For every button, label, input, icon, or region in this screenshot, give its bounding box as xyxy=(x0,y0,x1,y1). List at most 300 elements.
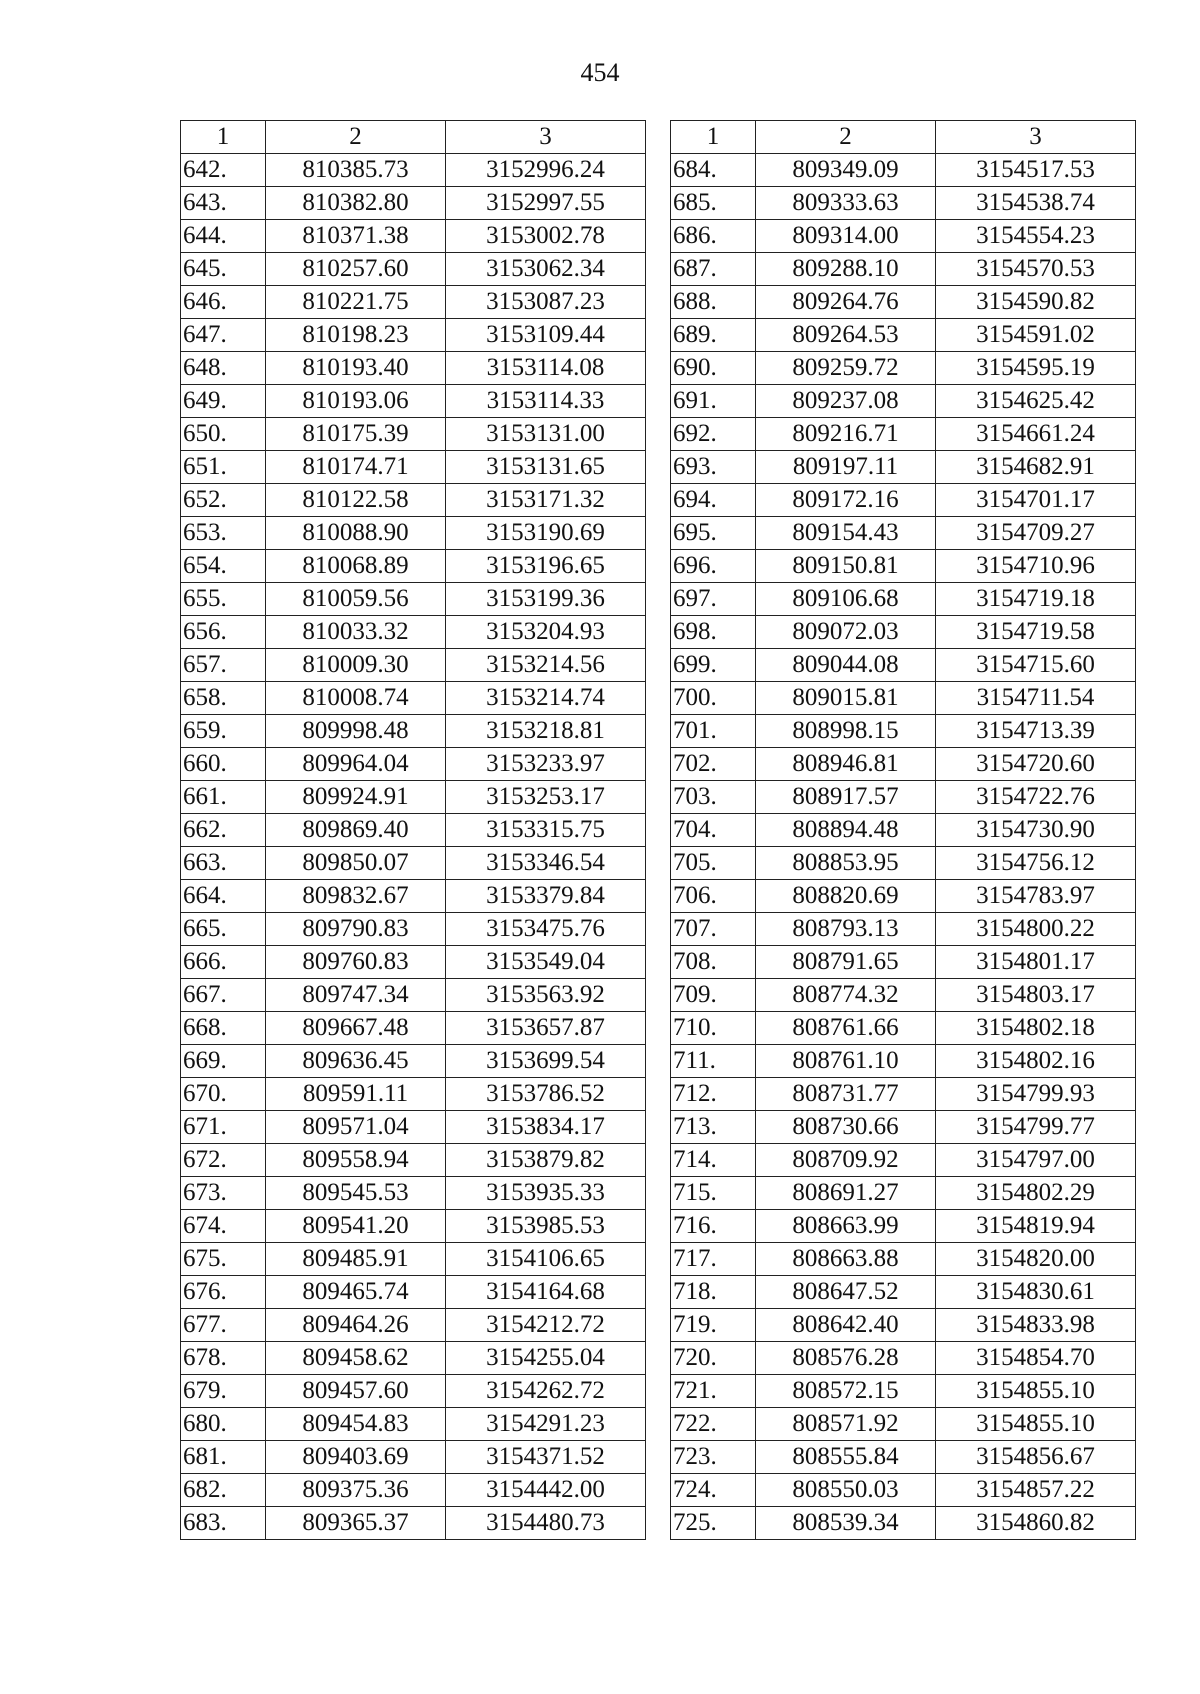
table-row xyxy=(181,781,646,814)
table-row xyxy=(671,484,1136,517)
x-coordinate-cell: 810221.75 xyxy=(266,286,446,319)
x-coordinate-cell: 810382.80 xyxy=(266,187,446,220)
point-number-cell: 648. xyxy=(181,352,266,385)
point-number-cell: 718. xyxy=(671,1276,756,1309)
y-coordinate-cell: 3153087.23 xyxy=(446,286,646,319)
y-coordinate-cell: 3154719.58 xyxy=(936,616,1136,649)
table-row xyxy=(671,1441,1136,1474)
x-coordinate-cell: 809558.94 xyxy=(266,1144,446,1177)
point-number-cell: 710. xyxy=(671,1012,756,1045)
y-coordinate-cell: 3153214.74 xyxy=(446,682,646,715)
x-coordinate-cell: 809237.08 xyxy=(756,385,936,418)
table-row xyxy=(181,913,646,946)
point-number-cell: 695. xyxy=(671,517,756,550)
table-row xyxy=(181,385,646,418)
x-coordinate-cell: 810198.23 xyxy=(266,319,446,352)
x-coordinate-cell: 808691.27 xyxy=(756,1177,936,1210)
table-row xyxy=(671,286,1136,319)
y-coordinate-cell: 3154164.68 xyxy=(446,1276,646,1309)
table-row xyxy=(671,847,1136,880)
y-coordinate-cell: 3154857.22 xyxy=(936,1474,1136,1507)
y-coordinate-cell: 3154833.98 xyxy=(936,1309,1136,1342)
table-header-row xyxy=(181,121,646,154)
point-number-cell: 717. xyxy=(671,1243,756,1276)
y-coordinate-cell: 3154590.82 xyxy=(936,286,1136,319)
table-row xyxy=(671,880,1136,913)
point-number-cell: 701. xyxy=(671,715,756,748)
table-row xyxy=(181,1342,646,1375)
table-row xyxy=(671,1375,1136,1408)
point-number-cell: 690. xyxy=(671,352,756,385)
y-coordinate-cell: 3154719.18 xyxy=(936,583,1136,616)
table-row xyxy=(181,418,646,451)
y-coordinate-cell: 3154830.61 xyxy=(936,1276,1136,1309)
point-number-cell: 643. xyxy=(181,187,266,220)
x-coordinate-cell: 808709.92 xyxy=(756,1144,936,1177)
point-number-cell: 724. xyxy=(671,1474,756,1507)
x-coordinate-cell: 810175.39 xyxy=(266,418,446,451)
point-number-cell: 657. xyxy=(181,649,266,682)
y-coordinate-cell: 3153253.17 xyxy=(446,781,646,814)
table-row xyxy=(181,847,646,880)
x-coordinate-cell: 809314.00 xyxy=(756,220,936,253)
x-coordinate-cell: 808774.32 xyxy=(756,979,936,1012)
x-coordinate-cell: 809998.48 xyxy=(266,715,446,748)
table-row xyxy=(671,913,1136,946)
y-coordinate-cell: 3153131.65 xyxy=(446,451,646,484)
y-coordinate-cell: 3153114.08 xyxy=(446,352,646,385)
point-number-cell: 673. xyxy=(181,1177,266,1210)
point-number-cell: 658. xyxy=(181,682,266,715)
x-coordinate-cell: 809264.53 xyxy=(756,319,936,352)
point-number-cell: 646. xyxy=(181,286,266,319)
x-coordinate-cell: 808571.92 xyxy=(756,1408,936,1441)
y-coordinate-cell: 3154255.04 xyxy=(446,1342,646,1375)
y-coordinate-cell: 3154701.17 xyxy=(936,484,1136,517)
y-coordinate-cell: 3154783.97 xyxy=(936,880,1136,913)
point-number-cell: 647. xyxy=(181,319,266,352)
table-row xyxy=(671,352,1136,385)
table-header-row xyxy=(671,121,1136,154)
x-coordinate-cell: 809150.81 xyxy=(756,550,936,583)
table-row xyxy=(671,1012,1136,1045)
y-coordinate-cell: 3154661.24 xyxy=(936,418,1136,451)
column-header-1: 1 xyxy=(671,121,756,154)
x-coordinate-cell: 810033.32 xyxy=(266,616,446,649)
table-row xyxy=(671,1144,1136,1177)
page-number: 454 xyxy=(580,58,620,87)
table-row xyxy=(671,1177,1136,1210)
point-number-cell: 704. xyxy=(671,814,756,847)
point-number-cell: 719. xyxy=(671,1309,756,1342)
table-row xyxy=(671,1078,1136,1111)
y-coordinate-cell: 3154713.39 xyxy=(936,715,1136,748)
table-row xyxy=(181,1078,646,1111)
point-number-cell: 725. xyxy=(671,1507,756,1540)
point-number-cell: 722. xyxy=(671,1408,756,1441)
y-coordinate-cell: 3154291.23 xyxy=(446,1408,646,1441)
point-number-cell: 714. xyxy=(671,1144,756,1177)
x-coordinate-cell: 809375.36 xyxy=(266,1474,446,1507)
point-number-cell: 686. xyxy=(671,220,756,253)
x-coordinate-cell: 810009.30 xyxy=(266,649,446,682)
y-coordinate-cell: 3154625.42 xyxy=(936,385,1136,418)
table-row xyxy=(671,715,1136,748)
table-row xyxy=(181,319,646,352)
point-number-cell: 676. xyxy=(181,1276,266,1309)
y-coordinate-cell: 3153834.17 xyxy=(446,1111,646,1144)
x-coordinate-cell: 809403.69 xyxy=(266,1441,446,1474)
table-row xyxy=(181,253,646,286)
x-coordinate-cell: 808663.88 xyxy=(756,1243,936,1276)
x-coordinate-cell: 809667.48 xyxy=(266,1012,446,1045)
x-coordinate-cell: 809454.83 xyxy=(266,1408,446,1441)
point-number-cell: 680. xyxy=(181,1408,266,1441)
y-coordinate-cell: 3154570.53 xyxy=(936,253,1136,286)
x-coordinate-cell: 809636.45 xyxy=(266,1045,446,1078)
table-row xyxy=(181,1276,646,1309)
table-row xyxy=(671,946,1136,979)
point-number-cell: 715. xyxy=(671,1177,756,1210)
x-coordinate-cell: 809964.04 xyxy=(266,748,446,781)
y-coordinate-cell: 3154591.02 xyxy=(936,319,1136,352)
y-coordinate-cell: 3153131.00 xyxy=(446,418,646,451)
x-coordinate-cell: 808555.84 xyxy=(756,1441,936,1474)
point-number-cell: 677. xyxy=(181,1309,266,1342)
y-coordinate-cell: 3152997.55 xyxy=(446,187,646,220)
y-coordinate-cell: 3153196.65 xyxy=(446,550,646,583)
y-coordinate-cell: 3154802.16 xyxy=(936,1045,1136,1078)
point-number-cell: 693. xyxy=(671,451,756,484)
table-row xyxy=(181,1309,646,1342)
point-number-cell: 691. xyxy=(671,385,756,418)
table-row xyxy=(671,418,1136,451)
y-coordinate-cell: 3154860.82 xyxy=(936,1507,1136,1540)
table-row xyxy=(181,220,646,253)
table-row xyxy=(181,616,646,649)
point-number-cell: 650. xyxy=(181,418,266,451)
point-number-cell: 692. xyxy=(671,418,756,451)
x-coordinate-cell: 808761.66 xyxy=(756,1012,936,1045)
x-coordinate-cell: 809790.83 xyxy=(266,913,446,946)
x-coordinate-cell: 809216.71 xyxy=(756,418,936,451)
table-row xyxy=(181,550,646,583)
y-coordinate-cell: 3153549.04 xyxy=(446,946,646,979)
x-coordinate-cell: 810088.90 xyxy=(266,517,446,550)
x-coordinate-cell: 810385.73 xyxy=(266,154,446,187)
x-coordinate-cell: 809333.63 xyxy=(756,187,936,220)
table-row xyxy=(181,1012,646,1045)
x-coordinate-cell: 809072.03 xyxy=(756,616,936,649)
point-number-cell: 721. xyxy=(671,1375,756,1408)
table-row xyxy=(671,187,1136,220)
y-coordinate-cell: 3153657.87 xyxy=(446,1012,646,1045)
point-number-cell: 664. xyxy=(181,880,266,913)
x-coordinate-cell: 808791.65 xyxy=(756,946,936,979)
x-coordinate-cell: 810059.56 xyxy=(266,583,446,616)
y-coordinate-cell: 3154442.00 xyxy=(446,1474,646,1507)
x-coordinate-cell: 808946.81 xyxy=(756,748,936,781)
y-coordinate-cell: 3154595.19 xyxy=(936,352,1136,385)
y-coordinate-cell: 3154682.91 xyxy=(936,451,1136,484)
y-coordinate-cell: 3154855.10 xyxy=(936,1408,1136,1441)
table-row xyxy=(671,517,1136,550)
point-number-cell: 697. xyxy=(671,583,756,616)
y-coordinate-cell: 3154538.74 xyxy=(936,187,1136,220)
table-row xyxy=(671,1408,1136,1441)
y-coordinate-cell: 3154480.73 xyxy=(446,1507,646,1540)
x-coordinate-cell: 810122.58 xyxy=(266,484,446,517)
table-row xyxy=(181,154,646,187)
point-number-cell: 674. xyxy=(181,1210,266,1243)
x-coordinate-cell: 810174.71 xyxy=(266,451,446,484)
table-row xyxy=(671,1276,1136,1309)
x-coordinate-cell: 809832.67 xyxy=(266,880,446,913)
point-number-cell: 642. xyxy=(181,154,266,187)
point-number-cell: 708. xyxy=(671,946,756,979)
y-coordinate-cell: 3153109.44 xyxy=(446,319,646,352)
point-number-cell: 707. xyxy=(671,913,756,946)
point-number-cell: 667. xyxy=(181,979,266,1012)
table-row xyxy=(181,682,646,715)
y-coordinate-cell: 3154802.18 xyxy=(936,1012,1136,1045)
point-number-cell: 644. xyxy=(181,220,266,253)
y-coordinate-cell: 3154371.52 xyxy=(446,1441,646,1474)
point-number-cell: 662. xyxy=(181,814,266,847)
y-coordinate-cell: 3153379.84 xyxy=(446,880,646,913)
point-number-cell: 672. xyxy=(181,1144,266,1177)
column-header-3: 3 xyxy=(446,121,646,154)
y-coordinate-cell: 3153199.36 xyxy=(446,583,646,616)
point-number-cell: 703. xyxy=(671,781,756,814)
table-row xyxy=(181,1441,646,1474)
table-row xyxy=(671,550,1136,583)
y-coordinate-cell: 3154722.76 xyxy=(936,781,1136,814)
point-number-cell: 689. xyxy=(671,319,756,352)
y-coordinate-cell: 3154855.10 xyxy=(936,1375,1136,1408)
table-body-right xyxy=(671,154,1136,1540)
table-row xyxy=(181,1474,646,1507)
y-coordinate-cell: 3153204.93 xyxy=(446,616,646,649)
point-number-cell: 659. xyxy=(181,715,266,748)
y-coordinate-cell: 3153233.97 xyxy=(446,748,646,781)
table-row xyxy=(181,649,646,682)
point-number-cell: 684. xyxy=(671,154,756,187)
x-coordinate-cell: 810257.60 xyxy=(266,253,446,286)
table-row xyxy=(671,682,1136,715)
x-coordinate-cell: 809869.40 xyxy=(266,814,446,847)
x-coordinate-cell: 809172.16 xyxy=(756,484,936,517)
y-coordinate-cell: 3154854.70 xyxy=(936,1342,1136,1375)
table-row xyxy=(671,781,1136,814)
y-coordinate-cell: 3154799.93 xyxy=(936,1078,1136,1111)
table-row xyxy=(671,1342,1136,1375)
table-row xyxy=(181,484,646,517)
point-number-cell: 698. xyxy=(671,616,756,649)
table-row xyxy=(181,1243,646,1276)
coordinates-table-left xyxy=(180,120,646,1540)
x-coordinate-cell: 809154.43 xyxy=(756,517,936,550)
table-row xyxy=(181,583,646,616)
x-coordinate-cell: 809349.09 xyxy=(756,154,936,187)
point-number-cell: 656. xyxy=(181,616,266,649)
x-coordinate-cell: 809464.26 xyxy=(266,1309,446,1342)
y-coordinate-cell: 3154799.77 xyxy=(936,1111,1136,1144)
point-number-cell: 700. xyxy=(671,682,756,715)
table-row xyxy=(671,583,1136,616)
x-coordinate-cell: 808998.15 xyxy=(756,715,936,748)
table-row xyxy=(181,1507,646,1540)
point-number-cell: 696. xyxy=(671,550,756,583)
x-coordinate-cell: 809747.34 xyxy=(266,979,446,1012)
y-coordinate-cell: 3153786.52 xyxy=(446,1078,646,1111)
y-coordinate-cell: 3154106.65 xyxy=(446,1243,646,1276)
y-coordinate-cell: 3154756.12 xyxy=(936,847,1136,880)
x-coordinate-cell: 809264.76 xyxy=(756,286,936,319)
table-row xyxy=(671,451,1136,484)
x-coordinate-cell: 809924.91 xyxy=(266,781,446,814)
point-number-cell: 694. xyxy=(671,484,756,517)
y-coordinate-cell: 3154797.00 xyxy=(936,1144,1136,1177)
point-number-cell: 671. xyxy=(181,1111,266,1144)
y-coordinate-cell: 3154800.22 xyxy=(936,913,1136,946)
table-row xyxy=(671,1474,1136,1507)
x-coordinate-cell: 808663.99 xyxy=(756,1210,936,1243)
table-row xyxy=(671,979,1136,1012)
table-row xyxy=(671,1507,1136,1540)
table-row xyxy=(671,220,1136,253)
y-coordinate-cell: 3153985.53 xyxy=(446,1210,646,1243)
point-number-cell: 709. xyxy=(671,979,756,1012)
point-number-cell: 655. xyxy=(181,583,266,616)
table-row xyxy=(671,1210,1136,1243)
point-number-cell: 688. xyxy=(671,286,756,319)
y-coordinate-cell: 3154709.27 xyxy=(936,517,1136,550)
y-coordinate-cell: 3154212.72 xyxy=(446,1309,646,1342)
point-number-cell: 645. xyxy=(181,253,266,286)
table-row xyxy=(181,946,646,979)
y-coordinate-cell: 3153218.81 xyxy=(446,715,646,748)
x-coordinate-cell: 810193.40 xyxy=(266,352,446,385)
x-coordinate-cell: 808761.10 xyxy=(756,1045,936,1078)
table-row xyxy=(671,616,1136,649)
table-row xyxy=(181,979,646,1012)
table-row xyxy=(671,154,1136,187)
y-coordinate-cell: 3153935.33 xyxy=(446,1177,646,1210)
y-coordinate-cell: 3153475.76 xyxy=(446,913,646,946)
y-coordinate-cell: 3154517.53 xyxy=(936,154,1136,187)
point-number-cell: 653. xyxy=(181,517,266,550)
table-row xyxy=(181,1144,646,1177)
table-row xyxy=(181,187,646,220)
point-number-cell: 675. xyxy=(181,1243,266,1276)
x-coordinate-cell: 809458.62 xyxy=(266,1342,446,1375)
x-coordinate-cell: 808572.15 xyxy=(756,1375,936,1408)
table-row xyxy=(181,1111,646,1144)
point-number-cell: 723. xyxy=(671,1441,756,1474)
x-coordinate-cell: 809760.83 xyxy=(266,946,446,979)
table-row xyxy=(671,1243,1136,1276)
y-coordinate-cell: 3154820.00 xyxy=(936,1243,1136,1276)
x-coordinate-cell: 809259.72 xyxy=(756,352,936,385)
x-coordinate-cell: 809485.91 xyxy=(266,1243,446,1276)
point-number-cell: 720. xyxy=(671,1342,756,1375)
table-row xyxy=(181,715,646,748)
point-number-cell: 660. xyxy=(181,748,266,781)
x-coordinate-cell: 809197.11 xyxy=(756,451,936,484)
table-row xyxy=(671,385,1136,418)
point-number-cell: 705. xyxy=(671,847,756,880)
y-coordinate-cell: 3154803.17 xyxy=(936,979,1136,1012)
point-number-cell: 649. xyxy=(181,385,266,418)
y-coordinate-cell: 3153002.78 xyxy=(446,220,646,253)
x-coordinate-cell: 809044.08 xyxy=(756,649,936,682)
point-number-cell: 679. xyxy=(181,1375,266,1408)
y-coordinate-cell: 3153214.56 xyxy=(446,649,646,682)
table-row xyxy=(671,253,1136,286)
y-coordinate-cell: 3153346.54 xyxy=(446,847,646,880)
x-coordinate-cell: 810193.06 xyxy=(266,385,446,418)
x-coordinate-cell: 808853.95 xyxy=(756,847,936,880)
point-number-cell: 668. xyxy=(181,1012,266,1045)
point-number-cell: 687. xyxy=(671,253,756,286)
point-number-cell: 682. xyxy=(181,1474,266,1507)
y-coordinate-cell: 3154720.60 xyxy=(936,748,1136,781)
point-number-cell: 670. xyxy=(181,1078,266,1111)
x-coordinate-cell: 810371.38 xyxy=(266,220,446,253)
point-number-cell: 713. xyxy=(671,1111,756,1144)
column-header-3: 3 xyxy=(936,121,1136,154)
y-coordinate-cell: 3154819.94 xyxy=(936,1210,1136,1243)
x-coordinate-cell: 809850.07 xyxy=(266,847,446,880)
table-row xyxy=(671,319,1136,352)
y-coordinate-cell: 3153879.82 xyxy=(446,1144,646,1177)
point-number-cell: 702. xyxy=(671,748,756,781)
y-coordinate-cell: 3154802.29 xyxy=(936,1177,1136,1210)
x-coordinate-cell: 808539.34 xyxy=(756,1507,936,1540)
y-coordinate-cell: 3154554.23 xyxy=(936,220,1136,253)
point-number-cell: 666. xyxy=(181,946,266,979)
x-coordinate-cell: 808647.52 xyxy=(756,1276,936,1309)
coordinates-table-right xyxy=(670,120,1136,1540)
x-coordinate-cell: 808820.69 xyxy=(756,880,936,913)
y-coordinate-cell: 3154262.72 xyxy=(446,1375,646,1408)
table-row xyxy=(181,814,646,847)
x-coordinate-cell: 808642.40 xyxy=(756,1309,936,1342)
point-number-cell: 665. xyxy=(181,913,266,946)
point-number-cell: 716. xyxy=(671,1210,756,1243)
table-row xyxy=(671,1309,1136,1342)
point-number-cell: 706. xyxy=(671,880,756,913)
y-coordinate-cell: 3153563.92 xyxy=(446,979,646,1012)
point-number-cell: 678. xyxy=(181,1342,266,1375)
table-row xyxy=(181,880,646,913)
table-row xyxy=(671,1111,1136,1144)
point-number-cell: 683. xyxy=(181,1507,266,1540)
x-coordinate-cell: 809015.81 xyxy=(756,682,936,715)
x-coordinate-cell: 809571.04 xyxy=(266,1111,446,1144)
table-row xyxy=(181,1210,646,1243)
table-row xyxy=(671,814,1136,847)
y-coordinate-cell: 3153114.33 xyxy=(446,385,646,418)
table-row xyxy=(181,1045,646,1078)
y-coordinate-cell: 3152996.24 xyxy=(446,154,646,187)
x-coordinate-cell: 808730.66 xyxy=(756,1111,936,1144)
column-header-2: 2 xyxy=(266,121,446,154)
x-coordinate-cell: 808550.03 xyxy=(756,1474,936,1507)
x-coordinate-cell: 808793.13 xyxy=(756,913,936,946)
x-coordinate-cell: 809465.74 xyxy=(266,1276,446,1309)
